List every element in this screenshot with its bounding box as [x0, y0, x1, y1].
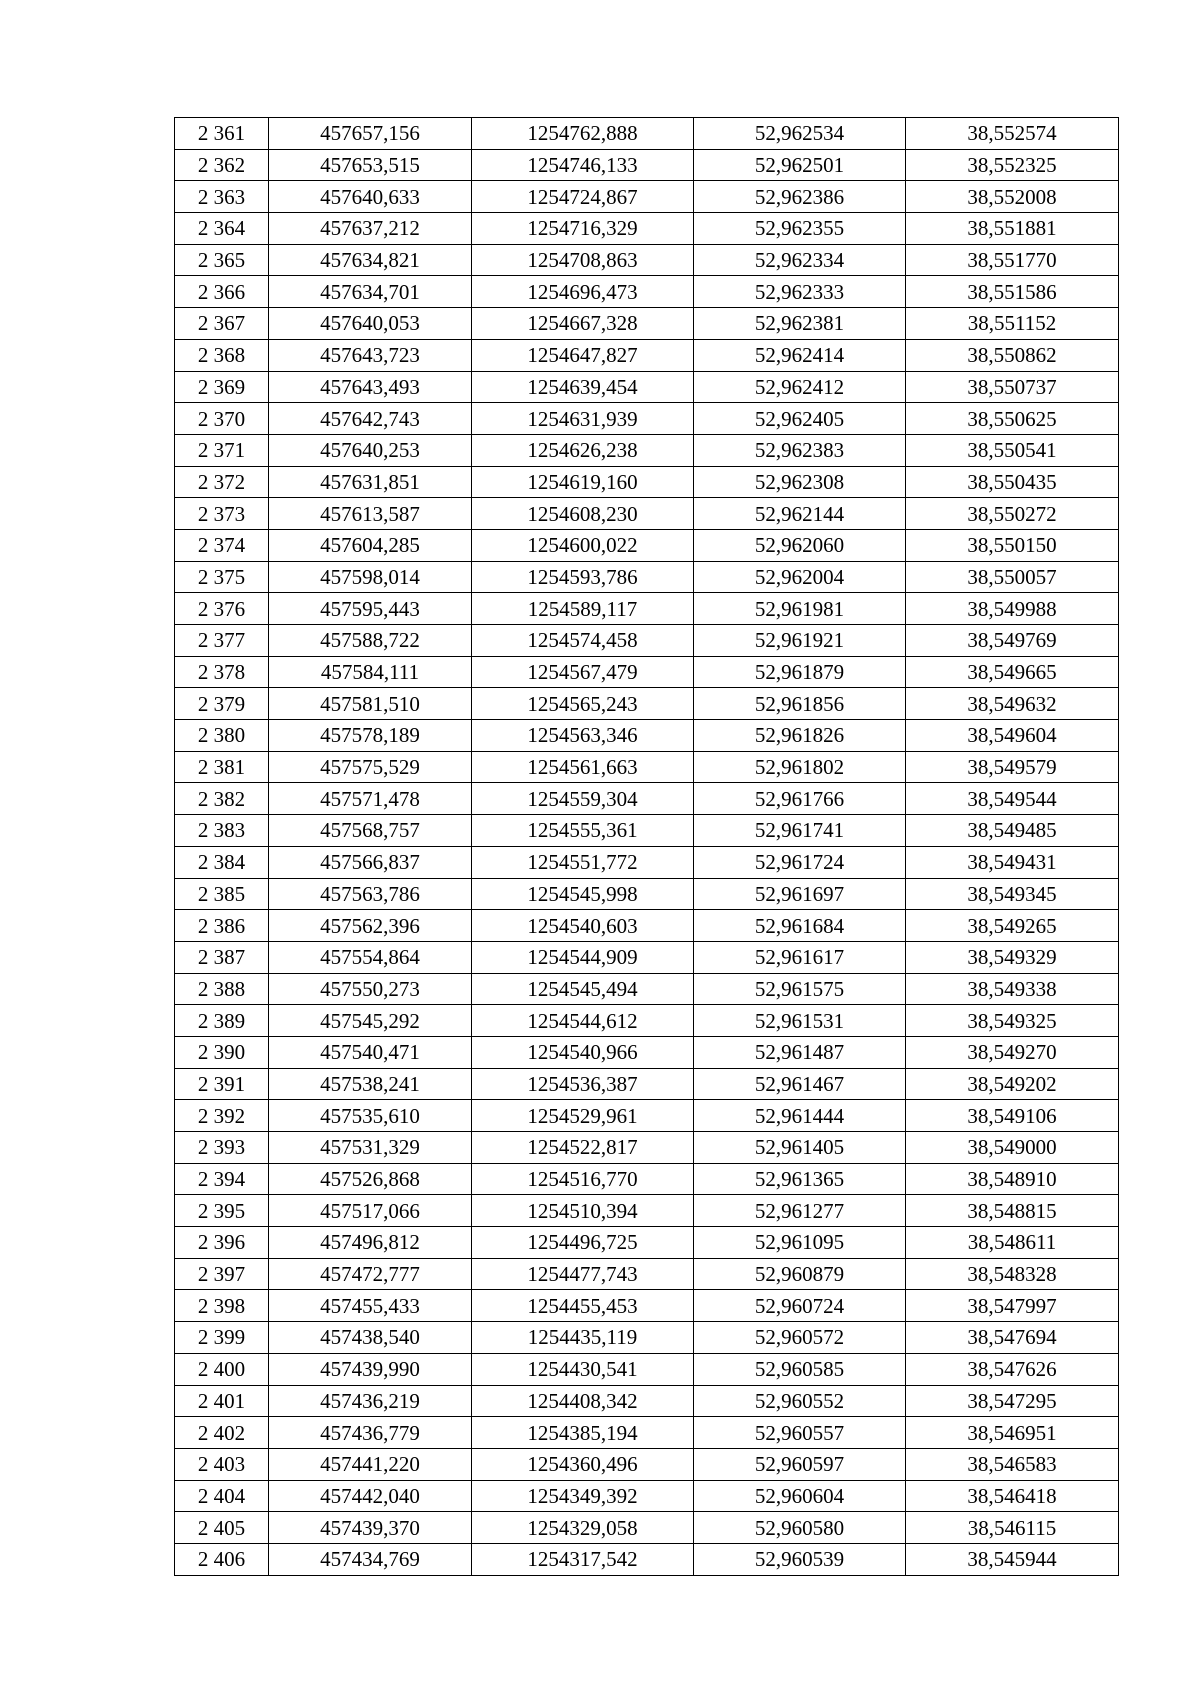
- table-row: [175, 213, 1119, 245]
- table-row: [175, 181, 1119, 213]
- point-number-cell: 2 373: [175, 498, 269, 530]
- latitude-cell: 52,961095: [694, 1227, 906, 1259]
- longitude-cell: 38,552008: [906, 181, 1119, 213]
- latitude-cell: 52,960557: [694, 1417, 906, 1449]
- latitude-cell: 52,961617: [694, 941, 906, 973]
- table-row: [175, 625, 1119, 657]
- longitude-cell: 38,546418: [906, 1480, 1119, 1512]
- table-row: [175, 720, 1119, 752]
- latitude-cell: 52,960585: [694, 1353, 906, 1385]
- table-row: [175, 878, 1119, 910]
- x-coordinate-cell: 457584,111: [269, 656, 472, 688]
- x-coordinate-cell: 457438,540: [269, 1322, 472, 1354]
- x-coordinate-cell: 457496,812: [269, 1227, 472, 1259]
- longitude-cell: 38,549485: [906, 815, 1119, 847]
- x-coordinate-cell: 457531,329: [269, 1132, 472, 1164]
- longitude-cell: 38,549338: [906, 973, 1119, 1005]
- latitude-cell: 52,962405: [694, 403, 906, 435]
- x-coordinate-cell: 457563,786: [269, 878, 472, 910]
- longitude-cell: 38,549202: [906, 1068, 1119, 1100]
- point-number-cell: 2 368: [175, 339, 269, 371]
- table-row: [175, 1036, 1119, 1068]
- table-row: [175, 1480, 1119, 1512]
- latitude-cell: 52,961879: [694, 656, 906, 688]
- latitude-cell: 52,961365: [694, 1163, 906, 1195]
- longitude-cell: 38,549604: [906, 720, 1119, 752]
- point-number-cell: 2 396: [175, 1227, 269, 1259]
- latitude-cell: 52,961405: [694, 1132, 906, 1164]
- table-row: [175, 1353, 1119, 1385]
- latitude-cell: 52,962334: [694, 244, 906, 276]
- x-coordinate-cell: 457434,769: [269, 1543, 472, 1575]
- point-number-cell: 2 379: [175, 688, 269, 720]
- x-coordinate-cell: 457640,253: [269, 434, 472, 466]
- table-row: [175, 244, 1119, 276]
- x-coordinate-cell: 457538,241: [269, 1068, 472, 1100]
- x-coordinate-cell: 457631,851: [269, 466, 472, 498]
- x-coordinate-cell: 457545,292: [269, 1005, 472, 1037]
- x-coordinate-cell: 457640,053: [269, 308, 472, 340]
- table-row: [175, 751, 1119, 783]
- point-number-cell: 2 365: [175, 244, 269, 276]
- longitude-cell: 38,549325: [906, 1005, 1119, 1037]
- point-number-cell: 2 366: [175, 276, 269, 308]
- longitude-cell: 38,549329: [906, 941, 1119, 973]
- table-row: [175, 815, 1119, 847]
- latitude-cell: 52,961697: [694, 878, 906, 910]
- table-row: [175, 1005, 1119, 1037]
- latitude-cell: 52,961277: [694, 1195, 906, 1227]
- x-coordinate-cell: 457566,837: [269, 846, 472, 878]
- longitude-cell: 38,550150: [906, 529, 1119, 561]
- table-row: [175, 1227, 1119, 1259]
- longitude-cell: 38,551770: [906, 244, 1119, 276]
- y-coordinate-cell: 1254631,939: [472, 403, 694, 435]
- table-row: [175, 1543, 1119, 1575]
- table-row: [175, 276, 1119, 308]
- y-coordinate-cell: 1254565,243: [472, 688, 694, 720]
- longitude-cell: 38,546583: [906, 1448, 1119, 1480]
- longitude-cell: 38,549544: [906, 783, 1119, 815]
- latitude-cell: 52,961981: [694, 593, 906, 625]
- longitude-cell: 38,550737: [906, 371, 1119, 403]
- point-number-cell: 2 391: [175, 1068, 269, 1100]
- table-row: [175, 561, 1119, 593]
- table-row: [175, 1132, 1119, 1164]
- longitude-cell: 38,552574: [906, 118, 1119, 150]
- latitude-cell: 52,961575: [694, 973, 906, 1005]
- longitude-cell: 38,550862: [906, 339, 1119, 371]
- y-coordinate-cell: 1254516,770: [472, 1163, 694, 1195]
- latitude-cell: 52,960539: [694, 1543, 906, 1575]
- point-number-cell: 2 392: [175, 1100, 269, 1132]
- longitude-cell: 38,547694: [906, 1322, 1119, 1354]
- latitude-cell: 52,962414: [694, 339, 906, 371]
- y-coordinate-cell: 1254477,743: [472, 1258, 694, 1290]
- table-row: [175, 118, 1119, 150]
- longitude-cell: 38,548910: [906, 1163, 1119, 1195]
- latitude-cell: 52,962534: [694, 118, 906, 150]
- table-row: [175, 783, 1119, 815]
- latitude-cell: 52,960552: [694, 1385, 906, 1417]
- point-number-cell: 2 362: [175, 149, 269, 181]
- longitude-cell: 38,551152: [906, 308, 1119, 340]
- table-row: [175, 403, 1119, 435]
- y-coordinate-cell: 1254540,603: [472, 910, 694, 942]
- y-coordinate-cell: 1254555,361: [472, 815, 694, 847]
- longitude-cell: 38,549000: [906, 1132, 1119, 1164]
- x-coordinate-cell: 457455,433: [269, 1290, 472, 1322]
- point-number-cell: 2 376: [175, 593, 269, 625]
- y-coordinate-cell: 1254561,663: [472, 751, 694, 783]
- latitude-cell: 52,962333: [694, 276, 906, 308]
- table-row: [175, 846, 1119, 878]
- y-coordinate-cell: 1254639,454: [472, 371, 694, 403]
- longitude-cell: 38,548328: [906, 1258, 1119, 1290]
- longitude-cell: 38,547997: [906, 1290, 1119, 1322]
- point-number-cell: 2 380: [175, 720, 269, 752]
- longitude-cell: 38,547626: [906, 1353, 1119, 1385]
- y-coordinate-cell: 1254317,542: [472, 1543, 694, 1575]
- longitude-cell: 38,549769: [906, 625, 1119, 657]
- latitude-cell: 52,960724: [694, 1290, 906, 1322]
- point-number-cell: 2 387: [175, 941, 269, 973]
- x-coordinate-cell: 457640,633: [269, 181, 472, 213]
- y-coordinate-cell: 1254529,961: [472, 1100, 694, 1132]
- y-coordinate-cell: 1254724,867: [472, 181, 694, 213]
- x-coordinate-cell: 457613,587: [269, 498, 472, 530]
- x-coordinate-cell: 457540,471: [269, 1036, 472, 1068]
- latitude-cell: 52,962004: [694, 561, 906, 593]
- y-coordinate-cell: 1254522,817: [472, 1132, 694, 1164]
- y-coordinate-cell: 1254455,453: [472, 1290, 694, 1322]
- table-row: [175, 688, 1119, 720]
- longitude-cell: 38,549270: [906, 1036, 1119, 1068]
- x-coordinate-cell: 457439,370: [269, 1512, 472, 1544]
- point-number-cell: 2 371: [175, 434, 269, 466]
- longitude-cell: 38,546115: [906, 1512, 1119, 1544]
- coordinates-table: [174, 117, 1119, 1576]
- x-coordinate-cell: 457578,189: [269, 720, 472, 752]
- y-coordinate-cell: 1254567,479: [472, 656, 694, 688]
- point-number-cell: 2 377: [175, 625, 269, 657]
- latitude-cell: 52,961741: [694, 815, 906, 847]
- x-coordinate-cell: 457436,219: [269, 1385, 472, 1417]
- point-number-cell: 2 385: [175, 878, 269, 910]
- x-coordinate-cell: 457653,515: [269, 149, 472, 181]
- longitude-cell: 38,549665: [906, 656, 1119, 688]
- x-coordinate-cell: 457517,066: [269, 1195, 472, 1227]
- y-coordinate-cell: 1254593,786: [472, 561, 694, 593]
- longitude-cell: 38,549579: [906, 751, 1119, 783]
- x-coordinate-cell: 457439,990: [269, 1353, 472, 1385]
- point-number-cell: 2 399: [175, 1322, 269, 1354]
- y-coordinate-cell: 1254708,863: [472, 244, 694, 276]
- latitude-cell: 52,961444: [694, 1100, 906, 1132]
- table-row: [175, 1290, 1119, 1322]
- table-row: [175, 910, 1119, 942]
- point-number-cell: 2 405: [175, 1512, 269, 1544]
- table-row: [175, 1163, 1119, 1195]
- x-coordinate-cell: 457436,779: [269, 1417, 472, 1449]
- latitude-cell: 52,961531: [694, 1005, 906, 1037]
- point-number-cell: 2 369: [175, 371, 269, 403]
- y-coordinate-cell: 1254600,022: [472, 529, 694, 561]
- latitude-cell: 52,962355: [694, 213, 906, 245]
- point-number-cell: 2 367: [175, 308, 269, 340]
- point-number-cell: 2 403: [175, 1448, 269, 1480]
- x-coordinate-cell: 457535,610: [269, 1100, 472, 1132]
- longitude-cell: 38,551586: [906, 276, 1119, 308]
- table-row: [175, 371, 1119, 403]
- latitude-cell: 52,961684: [694, 910, 906, 942]
- point-number-cell: 2 381: [175, 751, 269, 783]
- latitude-cell: 52,960597: [694, 1448, 906, 1480]
- longitude-cell: 38,546951: [906, 1417, 1119, 1449]
- longitude-cell: 38,552325: [906, 149, 1119, 181]
- x-coordinate-cell: 457562,396: [269, 910, 472, 942]
- point-number-cell: 2 390: [175, 1036, 269, 1068]
- y-coordinate-cell: 1254496,725: [472, 1227, 694, 1259]
- latitude-cell: 52,962144: [694, 498, 906, 530]
- table-row: [175, 1417, 1119, 1449]
- y-coordinate-cell: 1254647,827: [472, 339, 694, 371]
- y-coordinate-cell: 1254536,387: [472, 1068, 694, 1100]
- point-number-cell: 2 401: [175, 1385, 269, 1417]
- longitude-cell: 38,547295: [906, 1385, 1119, 1417]
- longitude-cell: 38,550625: [906, 403, 1119, 435]
- latitude-cell: 52,961856: [694, 688, 906, 720]
- y-coordinate-cell: 1254544,909: [472, 941, 694, 973]
- table-row: [175, 308, 1119, 340]
- y-coordinate-cell: 1254385,194: [472, 1417, 694, 1449]
- longitude-cell: 38,549265: [906, 910, 1119, 942]
- point-number-cell: 2 383: [175, 815, 269, 847]
- y-coordinate-cell: 1254349,392: [472, 1480, 694, 1512]
- point-number-cell: 2 375: [175, 561, 269, 593]
- point-number-cell: 2 398: [175, 1290, 269, 1322]
- x-coordinate-cell: 457575,529: [269, 751, 472, 783]
- table-row: [175, 1385, 1119, 1417]
- table-row: [175, 593, 1119, 625]
- point-number-cell: 2 372: [175, 466, 269, 498]
- point-number-cell: 2 384: [175, 846, 269, 878]
- point-number-cell: 2 388: [175, 973, 269, 1005]
- table-row: [175, 1100, 1119, 1132]
- coordinates-table-body: [175, 118, 1119, 1576]
- y-coordinate-cell: 1254540,966: [472, 1036, 694, 1068]
- point-number-cell: 2 395: [175, 1195, 269, 1227]
- latitude-cell: 52,962381: [694, 308, 906, 340]
- y-coordinate-cell: 1254545,998: [472, 878, 694, 910]
- y-coordinate-cell: 1254608,230: [472, 498, 694, 530]
- y-coordinate-cell: 1254716,329: [472, 213, 694, 245]
- x-coordinate-cell: 457571,478: [269, 783, 472, 815]
- x-coordinate-cell: 457568,757: [269, 815, 472, 847]
- longitude-cell: 38,551881: [906, 213, 1119, 245]
- longitude-cell: 38,549431: [906, 846, 1119, 878]
- longitude-cell: 38,549345: [906, 878, 1119, 910]
- point-number-cell: 2 404: [175, 1480, 269, 1512]
- table-row: [175, 1512, 1119, 1544]
- latitude-cell: 52,962383: [694, 434, 906, 466]
- latitude-cell: 52,962060: [694, 529, 906, 561]
- y-coordinate-cell: 1254435,119: [472, 1322, 694, 1354]
- point-number-cell: 2 361: [175, 118, 269, 150]
- table-row: [175, 1195, 1119, 1227]
- point-number-cell: 2 389: [175, 1005, 269, 1037]
- point-number-cell: 2 382: [175, 783, 269, 815]
- y-coordinate-cell: 1254329,058: [472, 1512, 694, 1544]
- longitude-cell: 38,550541: [906, 434, 1119, 466]
- y-coordinate-cell: 1254696,473: [472, 276, 694, 308]
- x-coordinate-cell: 457643,723: [269, 339, 472, 371]
- latitude-cell: 52,961826: [694, 720, 906, 752]
- y-coordinate-cell: 1254360,496: [472, 1448, 694, 1480]
- y-coordinate-cell: 1254667,328: [472, 308, 694, 340]
- longitude-cell: 38,550057: [906, 561, 1119, 593]
- latitude-cell: 52,960604: [694, 1480, 906, 1512]
- latitude-cell: 52,960879: [694, 1258, 906, 1290]
- table-row: [175, 466, 1119, 498]
- latitude-cell: 52,961724: [694, 846, 906, 878]
- y-coordinate-cell: 1254545,494: [472, 973, 694, 1005]
- x-coordinate-cell: 457554,864: [269, 941, 472, 973]
- latitude-cell: 52,961487: [694, 1036, 906, 1068]
- latitude-cell: 52,962308: [694, 466, 906, 498]
- point-number-cell: 2 402: [175, 1417, 269, 1449]
- point-number-cell: 2 374: [175, 529, 269, 561]
- table-row: [175, 941, 1119, 973]
- longitude-cell: 38,549632: [906, 688, 1119, 720]
- x-coordinate-cell: 457634,821: [269, 244, 472, 276]
- table-row: [175, 529, 1119, 561]
- x-coordinate-cell: 457598,014: [269, 561, 472, 593]
- point-number-cell: 2 397: [175, 1258, 269, 1290]
- table-row: [175, 434, 1119, 466]
- table-row: [175, 498, 1119, 530]
- point-number-cell: 2 363: [175, 181, 269, 213]
- point-number-cell: 2 370: [175, 403, 269, 435]
- x-coordinate-cell: 457441,220: [269, 1448, 472, 1480]
- y-coordinate-cell: 1254574,458: [472, 625, 694, 657]
- longitude-cell: 38,548611: [906, 1227, 1119, 1259]
- table-row: [175, 149, 1119, 181]
- x-coordinate-cell: 457442,040: [269, 1480, 472, 1512]
- x-coordinate-cell: 457595,443: [269, 593, 472, 625]
- point-number-cell: 2 378: [175, 656, 269, 688]
- latitude-cell: 52,961802: [694, 751, 906, 783]
- point-number-cell: 2 393: [175, 1132, 269, 1164]
- y-coordinate-cell: 1254551,772: [472, 846, 694, 878]
- latitude-cell: 52,961467: [694, 1068, 906, 1100]
- table-row: [175, 656, 1119, 688]
- point-number-cell: 2 364: [175, 213, 269, 245]
- table-row: [175, 1258, 1119, 1290]
- x-coordinate-cell: 457657,156: [269, 118, 472, 150]
- y-coordinate-cell: 1254510,394: [472, 1195, 694, 1227]
- latitude-cell: 52,960580: [694, 1512, 906, 1544]
- table-row: [175, 1322, 1119, 1354]
- point-number-cell: 2 400: [175, 1353, 269, 1385]
- latitude-cell: 52,962412: [694, 371, 906, 403]
- table-row: [175, 1068, 1119, 1100]
- latitude-cell: 52,961766: [694, 783, 906, 815]
- longitude-cell: 38,545944: [906, 1543, 1119, 1575]
- point-number-cell: 2 406: [175, 1543, 269, 1575]
- longitude-cell: 38,549106: [906, 1100, 1119, 1132]
- x-coordinate-cell: 457643,493: [269, 371, 472, 403]
- y-coordinate-cell: 1254589,117: [472, 593, 694, 625]
- x-coordinate-cell: 457634,701: [269, 276, 472, 308]
- latitude-cell: 52,961921: [694, 625, 906, 657]
- y-coordinate-cell: 1254563,346: [472, 720, 694, 752]
- y-coordinate-cell: 1254619,160: [472, 466, 694, 498]
- y-coordinate-cell: 1254762,888: [472, 118, 694, 150]
- longitude-cell: 38,550435: [906, 466, 1119, 498]
- y-coordinate-cell: 1254544,612: [472, 1005, 694, 1037]
- longitude-cell: 38,548815: [906, 1195, 1119, 1227]
- longitude-cell: 38,549988: [906, 593, 1119, 625]
- y-coordinate-cell: 1254430,541: [472, 1353, 694, 1385]
- latitude-cell: 52,960572: [694, 1322, 906, 1354]
- x-coordinate-cell: 457637,212: [269, 213, 472, 245]
- latitude-cell: 52,962386: [694, 181, 906, 213]
- y-coordinate-cell: 1254746,133: [472, 149, 694, 181]
- longitude-cell: 38,550272: [906, 498, 1119, 530]
- latitude-cell: 52,962501: [694, 149, 906, 181]
- y-coordinate-cell: 1254408,342: [472, 1385, 694, 1417]
- x-coordinate-cell: 457588,722: [269, 625, 472, 657]
- x-coordinate-cell: 457472,777: [269, 1258, 472, 1290]
- point-number-cell: 2 394: [175, 1163, 269, 1195]
- table-row: [175, 339, 1119, 371]
- y-coordinate-cell: 1254559,304: [472, 783, 694, 815]
- x-coordinate-cell: 457642,743: [269, 403, 472, 435]
- y-coordinate-cell: 1254626,238: [472, 434, 694, 466]
- x-coordinate-cell: 457581,510: [269, 688, 472, 720]
- x-coordinate-cell: 457550,273: [269, 973, 472, 1005]
- x-coordinate-cell: 457526,868: [269, 1163, 472, 1195]
- table-row: [175, 1448, 1119, 1480]
- table-row: [175, 973, 1119, 1005]
- point-number-cell: 2 386: [175, 910, 269, 942]
- x-coordinate-cell: 457604,285: [269, 529, 472, 561]
